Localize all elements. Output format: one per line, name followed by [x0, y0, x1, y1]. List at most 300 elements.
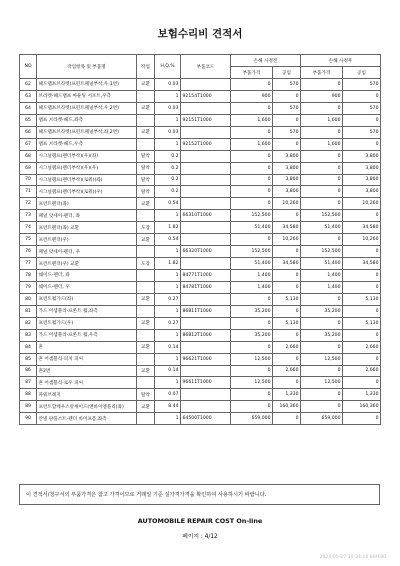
cell-no: 79 [20, 281, 37, 293]
cell-p1: 0 [231, 79, 273, 91]
cell-name: 프런트휠가드(좌) [37, 293, 137, 305]
cell-no: 89 [20, 401, 37, 413]
cell-p1: 659,000 [231, 413, 273, 425]
cell-name: 패널 앗세이-펜더, 좌 [37, 210, 137, 222]
cell-work [137, 353, 155, 365]
cell-hq: 1 [155, 246, 181, 258]
cell-work: 도장 [137, 222, 155, 234]
cell-hq: 0.14 [155, 365, 181, 377]
cell-l2: 3,800 [343, 186, 381, 198]
cell-name: 흔2번 [37, 365, 137, 377]
cell-p2: 0 [301, 198, 343, 210]
cell-p1: 0 [231, 293, 273, 305]
cell-p1: 0 [231, 341, 273, 353]
col-name-header: 작업항목 및 부품명 [37, 55, 137, 79]
table-row [20, 270, 381, 282]
cell-hq: 0.54 [155, 234, 181, 246]
cell-l1: 0 [273, 246, 301, 258]
page-number: 페이지 : 4/12 [182, 534, 218, 540]
col-no-header: NO [20, 55, 37, 79]
cell-p2: 35,200 [301, 305, 343, 317]
cell-work: 교환 [137, 365, 155, 377]
cell-l2: 3,800 [343, 162, 381, 174]
cell-l1: 0 [273, 329, 301, 341]
cell-work: 교환 [137, 102, 155, 114]
cell-l2: 3,800 [343, 150, 381, 162]
cell-name: 흔 어셈블리-피치 피씨 [37, 353, 137, 365]
cell-name: 램프 브라켓-헤드,우측 [37, 138, 137, 150]
cell-l1: 10,260 [273, 198, 301, 210]
cell-hq: 1.82 [155, 258, 181, 270]
cell-l2: 5,130 [343, 317, 381, 329]
cell-name: 프런트펜더(우) [37, 234, 137, 246]
cell-work [137, 377, 155, 389]
cell-p1: 0 [231, 365, 273, 377]
cell-hq: 8.44 [155, 401, 181, 413]
cell-l1: 0 [273, 90, 301, 102]
cell-p1: 12,500 [231, 353, 273, 365]
cell-name: 프런트펜더(좌) 교환 [37, 222, 137, 234]
cell-code [181, 258, 231, 270]
cell-p2: 12,500 [301, 353, 343, 365]
table-row [20, 234, 381, 246]
cell-name: 파워브레지 [37, 389, 137, 401]
cell-p2: 1,600 [301, 138, 343, 150]
cell-p2: 0 [301, 341, 343, 353]
cell-code [181, 102, 231, 114]
cell-hq: 0.27 [155, 317, 181, 329]
cell-code: 86812T1000 [181, 329, 231, 341]
cell-hq: 1 [155, 377, 181, 389]
cell-hq: 0.14 [155, 341, 181, 353]
cell-name: 브라켓-헤드램프 마운팅 서포트,우측 [37, 90, 137, 102]
cell-p2: 0 [301, 401, 343, 413]
cell-work: 탈착 [137, 186, 155, 198]
cell-l2: 5,130 [343, 293, 381, 305]
cell-name: 시그널램프(펜더부착)(로워)(우) [37, 186, 137, 198]
price-notice: 이 견적서/청구서의 부품가격은 참고 가격이므로 거래일 기준 실가격가격을 확인하여 사용하시기 바랍니다. [19, 484, 380, 505]
table-row [20, 413, 381, 425]
cell-name: 헤드램프브라켓(프런트패널부착,우,2번) [37, 102, 137, 114]
cell-p2: 51,400 [301, 222, 343, 234]
cell-work: 교환 [137, 341, 155, 353]
cell-code: 64500T1000 [181, 413, 231, 425]
cell-code [181, 222, 231, 234]
cell-hq: 0.2 [155, 186, 181, 198]
cell-no: 76 [20, 246, 37, 258]
table-row [20, 281, 381, 293]
cell-hq: 1 [155, 353, 181, 365]
cell-l2: 0 [343, 270, 381, 282]
table-row [20, 222, 381, 234]
cell-no: 88 [20, 389, 37, 401]
cell-l2: 3,800 [343, 174, 381, 186]
cell-l1: 0 [273, 281, 301, 293]
cell-l2: 2,660 [343, 365, 381, 377]
table-row [20, 389, 381, 401]
cell-no: 62 [20, 79, 37, 91]
cell-l1: 3,800 [273, 174, 301, 186]
table-row [20, 126, 381, 138]
table-row [20, 317, 381, 329]
cell-l1: 0 [273, 353, 301, 365]
cell-l1: 0 [273, 305, 301, 317]
cell-p1: 0 [231, 234, 273, 246]
cell-code [181, 401, 231, 413]
cell-p2: 1,400 [301, 270, 343, 282]
cell-code [181, 365, 231, 377]
cell-code [181, 341, 231, 353]
cell-p2: 0 [301, 293, 343, 305]
table-row [20, 365, 381, 377]
col-hq-header: H,Q,% [155, 55, 181, 79]
cell-no: 75 [20, 234, 37, 246]
cell-work [137, 413, 155, 425]
cell-l1: 0 [273, 210, 301, 222]
cell-no: 70 [20, 174, 37, 186]
cell-hq: 0.2 [155, 162, 181, 174]
col-before-part-header: 부품가격 [231, 67, 273, 79]
cell-code [181, 126, 231, 138]
cell-hq: 0.27 [155, 293, 181, 305]
cell-name: 흔 어셈블리-로우 피씨 [37, 377, 137, 389]
cell-p1: 0 [231, 317, 273, 329]
cell-name: 쉐이드-펜더, 좌 [37, 270, 137, 282]
table-row [20, 90, 381, 102]
cell-work: 교환 [137, 401, 155, 413]
cell-l1: 2,660 [273, 341, 301, 353]
cell-no: 86 [20, 365, 37, 377]
cell-l1: 570 [273, 79, 301, 91]
table-row [20, 401, 381, 413]
cell-work: 교환 [137, 293, 155, 305]
table-row [20, 293, 381, 305]
cell-hq: 1 [155, 210, 181, 222]
cell-name: 시그널램프(펜더부착)(우)(좌) [37, 150, 137, 162]
table-row [20, 162, 381, 174]
cell-no: 68 [20, 150, 37, 162]
cell-name: 프런트펜더(우) 교환 [37, 258, 137, 270]
cell-p1: 1,400 [231, 281, 273, 293]
cell-hq: 1 [155, 281, 181, 293]
cell-no: 72 [20, 198, 37, 210]
table-row [20, 246, 381, 258]
cell-p2: 0 [301, 150, 343, 162]
cell-no: 87 [20, 377, 37, 389]
estimate-rows [20, 79, 381, 425]
cell-l2: 570 [343, 102, 381, 114]
cell-hq: 1 [155, 305, 181, 317]
cell-no: 64 [20, 102, 37, 114]
cell-work: 교환 [137, 126, 155, 138]
cell-p1: 0 [231, 198, 273, 210]
col-before-labor-header: 공임 [273, 67, 301, 79]
cell-p1: 0 [231, 126, 273, 138]
col-work-header: 작업 [137, 55, 155, 79]
cell-l2: 34,580 [343, 222, 381, 234]
cell-code: 66320T1000 [181, 246, 231, 258]
cell-no: 80 [20, 293, 37, 305]
cell-work: 교환 [137, 317, 155, 329]
table-row [20, 377, 381, 389]
cell-no: 83 [20, 329, 37, 341]
cell-name: 헤드램프브라켓(프런트패널부착,우,1번) [37, 79, 137, 91]
cell-p2: 659,000 [301, 413, 343, 425]
cell-p1: 0 [231, 150, 273, 162]
cell-l1: 0 [273, 413, 301, 425]
cell-p2: 0 [301, 186, 343, 198]
cell-l2: 0 [343, 210, 381, 222]
cell-p2: 0 [301, 79, 343, 91]
cell-p2: 0 [301, 126, 343, 138]
cell-no: 81 [20, 305, 37, 317]
print-timestamp: 2024-05-27 10:34:10 80/190 [319, 555, 386, 560]
cell-l1: 0 [273, 138, 301, 150]
estimate-table [19, 54, 381, 425]
cell-l2: 570 [343, 126, 381, 138]
cell-name: 가드 어셈블리-프론트 휠,좌측 [37, 305, 137, 317]
cell-name: 헤드램프브라켓(프런트패널부착,좌,2번) [37, 126, 137, 138]
table-row [20, 341, 381, 353]
table-row [20, 329, 381, 341]
table-row [20, 79, 381, 91]
cell-p1: 152,500 [231, 246, 273, 258]
cell-code [181, 79, 231, 91]
cell-l2: 10,260 [343, 198, 381, 210]
cell-name: 시그널램프(펜더부착)(로워)(좌) [37, 174, 137, 186]
cell-no: 65 [20, 114, 37, 126]
cell-hq: 1 [155, 138, 181, 150]
cell-l2: 0 [343, 246, 381, 258]
cell-l1: 570 [273, 126, 301, 138]
cell-name: 시그널램프(펜더부착)(우)(우) [37, 162, 137, 174]
cell-p1: 0 [231, 162, 273, 174]
cell-l1: 10,260 [273, 234, 301, 246]
cell-no: 82 [20, 317, 37, 329]
cell-work: 탈착 [137, 389, 155, 401]
table-row [20, 174, 381, 186]
cell-p2: 0 [301, 162, 343, 174]
cell-code [181, 162, 231, 174]
cell-p1: 12,500 [231, 377, 273, 389]
cell-p2: 152,500 [301, 246, 343, 258]
cell-code [181, 234, 231, 246]
cell-p2: 0 [301, 234, 343, 246]
document-title: 보험수리비 견적서 [157, 28, 243, 40]
cell-l1: 160,360 [273, 401, 301, 413]
cell-no: 85 [20, 353, 37, 365]
col-after-header: 손해 사정후 [301, 55, 381, 67]
cell-no: 73 [20, 210, 37, 222]
cell-l2: 0 [343, 377, 381, 389]
cell-hq: 0.03 [155, 126, 181, 138]
cell-l2: 160,360 [343, 401, 381, 413]
cell-p1: 0 [231, 102, 273, 114]
cell-code: 92151T1000 [181, 114, 231, 126]
cell-hq: 0.03 [155, 79, 181, 91]
cell-code [181, 317, 231, 329]
cell-work [137, 305, 155, 317]
cell-hq: 1 [155, 329, 181, 341]
cell-name: 프런트할케우스앗세이드(앤바이엘플리(좌) [37, 401, 137, 413]
cell-l2: 10,260 [343, 234, 381, 246]
cell-work [137, 90, 155, 102]
cell-code: 92152T1000 [181, 138, 231, 150]
cell-no: 71 [20, 186, 37, 198]
cell-p1: 1,600 [231, 138, 273, 150]
cell-hq: 1 [155, 114, 181, 126]
cell-l1: 0 [273, 114, 301, 126]
table-row [20, 186, 381, 198]
cell-l1: 5,130 [273, 317, 301, 329]
cell-l1: 3,800 [273, 186, 301, 198]
cell-p1: 0 [231, 186, 273, 198]
cell-p2: 152,500 [301, 210, 343, 222]
cell-p2: 0 [301, 365, 343, 377]
cell-l2: 0 [343, 114, 381, 126]
table-row [20, 353, 381, 365]
cell-l2: 1,330 [343, 389, 381, 401]
footer-brand: AUTOMOBILE REPAIR COST On-line [137, 517, 263, 525]
table-row [20, 210, 381, 222]
cell-p2: 0 [301, 102, 343, 114]
table-row [20, 114, 381, 126]
cell-l2: 2,660 [343, 341, 381, 353]
cell-work: 교환 [137, 234, 155, 246]
cell-work [137, 281, 155, 293]
cell-l1: 570 [273, 102, 301, 114]
cell-code: 66310T1000 [181, 210, 231, 222]
cell-p2: 35,200 [301, 329, 343, 341]
cell-l2: 570 [343, 79, 381, 91]
cell-p1: 35,200 [231, 305, 273, 317]
cell-work [137, 270, 155, 282]
cell-name: 안넬 판플스트-펜더 바이프폼,좌측 [37, 413, 137, 425]
cell-hq: 1 [155, 270, 181, 282]
cell-l1: 3,800 [273, 162, 301, 174]
cell-work: 도장 [137, 258, 155, 270]
cell-l1: 5,130 [273, 293, 301, 305]
cell-work [137, 114, 155, 126]
cell-hq: 1 [155, 413, 181, 425]
cell-name: 프런트펜더(좌) [37, 198, 137, 210]
cell-work [137, 210, 155, 222]
cell-p2: 51,400 [301, 258, 343, 270]
cell-p1: 51,400 [231, 222, 273, 234]
cell-no: 66 [20, 126, 37, 138]
cell-p1: 1,600 [231, 114, 273, 126]
cell-p2: 0 [301, 389, 343, 401]
cell-p1: 152,500 [231, 210, 273, 222]
cell-name: 패널 앗세이-펜더, 우 [37, 246, 137, 258]
table-row [20, 138, 381, 150]
cell-l2: 0 [343, 353, 381, 365]
cell-l1: 3,800 [273, 150, 301, 162]
cell-code: 84771T1000 [181, 270, 231, 282]
cell-p1: 35,200 [231, 329, 273, 341]
cell-hq: 0.54 [155, 198, 181, 210]
cell-p1: 0 [231, 174, 273, 186]
cell-p1: 1,400 [231, 270, 273, 282]
cell-work: 교환 [137, 198, 155, 210]
cell-l2: 0 [343, 413, 381, 425]
table-row [20, 305, 381, 317]
cell-p2: 0 [301, 317, 343, 329]
cell-l2: 34,580 [343, 258, 381, 270]
cell-p1: 0 [231, 389, 273, 401]
cell-hq: 1 [155, 90, 181, 102]
cell-hq: 0.07 [155, 389, 181, 401]
cell-p1: 0 [231, 401, 273, 413]
cell-no: 74 [20, 222, 37, 234]
cell-no: 77 [20, 258, 37, 270]
cell-work [137, 329, 155, 341]
cell-code: 96611T1000 [181, 377, 231, 389]
cell-name: 램프 브라켓-헤드,좌측 [37, 114, 137, 126]
cell-l2: 0 [343, 329, 381, 341]
col-after-part-header: 부품가격 [301, 67, 343, 79]
cell-no: 84 [20, 341, 37, 353]
cell-no: 90 [20, 413, 37, 425]
cell-l1: 34,580 [273, 222, 301, 234]
cell-hq: 0.2 [155, 174, 181, 186]
cell-l2: 0 [343, 305, 381, 317]
cell-p2: 0 [301, 174, 343, 186]
cell-name: 프런트휠가드(우) [37, 317, 137, 329]
table-row [20, 198, 381, 210]
cell-p2: 1,400 [301, 281, 343, 293]
cell-work [137, 138, 155, 150]
table-row [20, 258, 381, 270]
cell-l2: 0 [343, 138, 381, 150]
cell-p2: 1,600 [301, 114, 343, 126]
cell-name: 쉐이드-펜더, 우 [37, 281, 137, 293]
cell-code: 92154T1000 [181, 90, 231, 102]
cell-l2: 0 [343, 281, 381, 293]
cell-l1: 1,330 [273, 389, 301, 401]
cell-work: 탈착 [137, 162, 155, 174]
cell-name: 흔 [37, 341, 137, 353]
table-row [20, 150, 381, 162]
col-before-header: 손해 사정전 [231, 55, 301, 67]
cell-l1: 0 [273, 377, 301, 389]
cell-hq: 0.2 [155, 150, 181, 162]
cell-work: 탈착 [137, 174, 155, 186]
cell-no: 67 [20, 138, 37, 150]
cell-l1: 0 [273, 270, 301, 282]
cell-p2: 12,500 [301, 377, 343, 389]
table-row [20, 102, 381, 114]
cell-name: 가드 어셈블리-프론트 휠,우측 [37, 329, 137, 341]
cell-work [137, 246, 155, 258]
cell-code: 84781T1000 [181, 281, 231, 293]
cell-code [181, 293, 231, 305]
cell-code [181, 150, 231, 162]
cell-l1: 34,580 [273, 258, 301, 270]
cell-code [181, 389, 231, 401]
cell-code [181, 198, 231, 210]
cell-work: 교환 [137, 79, 155, 91]
cell-p1: 51,400 [231, 258, 273, 270]
cell-work: 탈착 [137, 150, 155, 162]
cell-code [181, 174, 231, 186]
col-code-header: 부품코드 [181, 55, 231, 79]
cell-p1: 900 [231, 90, 273, 102]
cell-hq: 1.82 [155, 222, 181, 234]
cell-code: 86811T1000 [181, 305, 231, 317]
col-after-labor-header: 공임 [343, 67, 381, 79]
cell-no: 78 [20, 270, 37, 282]
